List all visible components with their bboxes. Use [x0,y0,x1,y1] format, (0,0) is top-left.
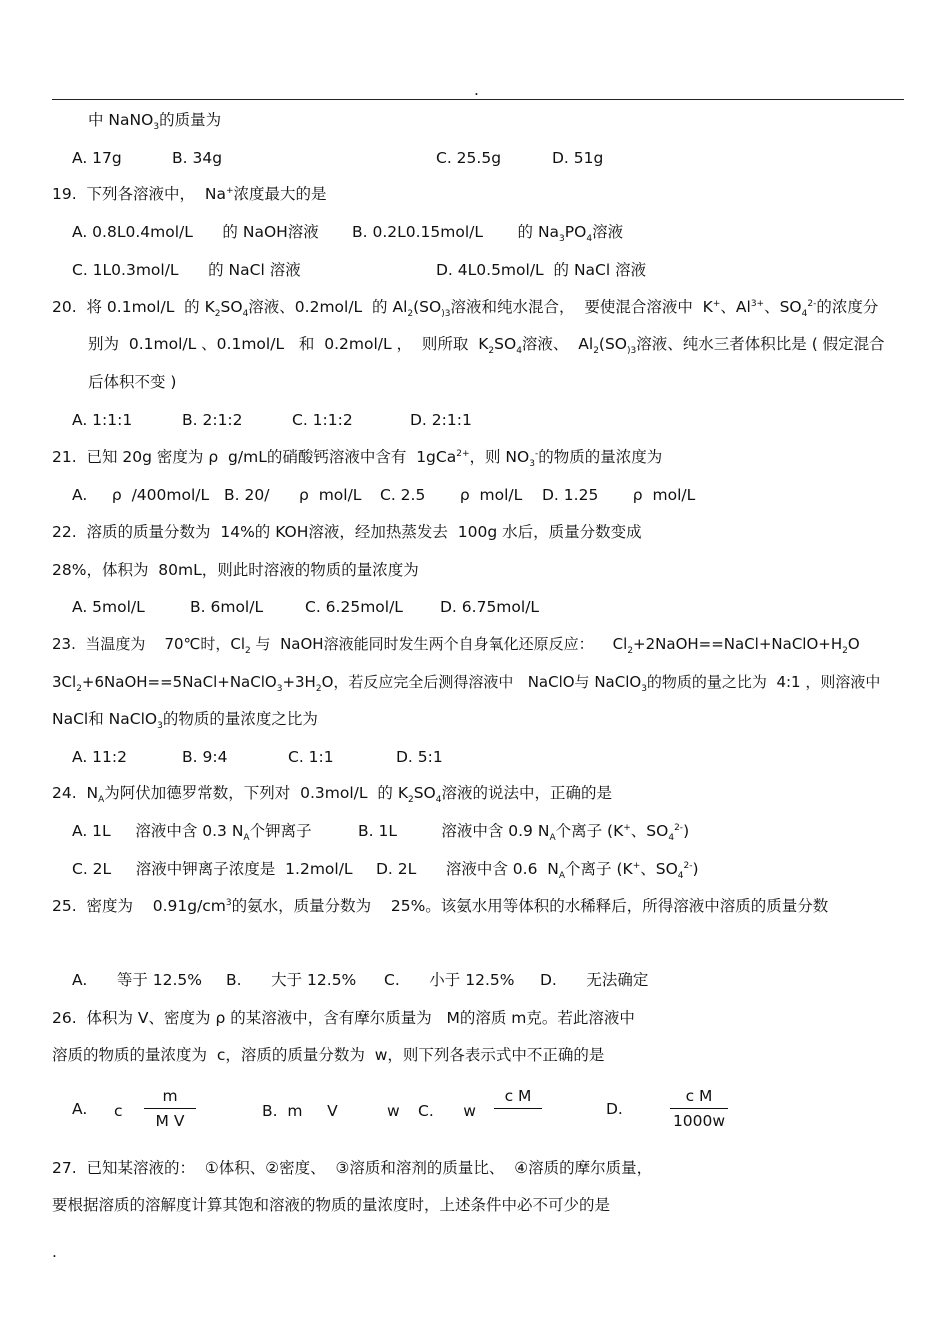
q22-option-b: B. 6mol/L [190,598,264,616]
q26-option-c: C. w [418,1102,476,1120]
q26-option-a-fraction [144,1087,196,1130]
q20-option-d: D. 2:1:1 [410,411,472,429]
q20-stem-3: 后体积不变 ) [88,373,177,391]
q22-option-c: C. 6.25mol/L [305,598,403,616]
q26-option-b: B. m V w [262,1102,400,1120]
q19-stem: 19. 下列各溶液中， Na+浓度最大的是 [52,185,327,203]
q18-option-a: A. 17g [72,149,122,167]
fraction-bar [670,1108,728,1109]
q21-option-a: A. ρ /400mol/L [72,486,210,504]
q24-stem: 24. $N_A$为阿伏加德罗常数，下列对 0.3mol/L 的 $K_2SO_4$溶液的说法中，正确的是 [52,784,613,806]
q23-option-c: C. 1:1 [288,748,334,766]
footer-dot: . [52,1243,57,1261]
q21-option-c: C. 2.5 ρ mol/L [380,486,523,504]
q27-stem-1: 27. 已知某溶液的： ①体积、②密度、 ③溶质和溶剂的质量比、 ④溶质的摩尔质量， [52,1159,653,1177]
q20-stem-1: 20. 将 0.1mol/L 的 $K_2SO_4$溶液、0.2mol/L 的 $Al_2(SO_{)3}$溶液和纯水混合， 要使混合溶液中 K+、$Al^{3+}$、$SO_4^{2-}$的浓度分 [52,298,879,320]
q25-option-c: C. 小于 12.5% [384,971,515,989]
q23-option-b: B. 9:4 [182,748,228,766]
header-rule [52,99,904,100]
q26-stem-1: 26. 体积为 V、密度为 ρ 的某溶液中，含有摩尔质量为 M的溶质 m克。若此溶液中 [52,1009,635,1027]
fraction-bar [144,1108,196,1109]
q21-stem: 21. 已知 20g 密度为 ρ g/mL的硝酸钙溶液中含有 1gCa$^{2+}$，则 $NO_3^-$的物质的量浓度为 [52,448,663,470]
q25-option-d: D. 无法确定 [540,971,649,989]
q22-option-d: D. 6.75mol/L [440,598,540,616]
q25-option-b: B. 大于 12.5% [226,971,357,989]
q23-option-a: A. 11:2 [72,748,127,766]
q26-option-d-numerator: c M [685,1087,713,1105]
q26-option-c-fraction [494,1087,542,1112]
q25-stem: 25. 密度为 $0.91g/cm^3$的氨水，质量分数为 25%。该氨水用等体积的水稀释后，所得溶液中溶质的质量分数 [52,897,829,915]
fraction-bar [494,1108,542,1109]
q24-option-d: D. 2L 溶液中含 0.6 $N_A$个离子 (K+、$SO_4^{2-}$) [376,860,699,882]
q26-option-a-label: A. [72,1100,88,1118]
q23-stem-2: $3Cl_2+6NaOH==5NaCl+NaClO_3+3H_2O$，若反应完全后测得溶液中 NaClO与 NaClO$_3$的物质的量之比为 4:1 ，则溶液中 [52,673,881,694]
q19-option-d: D. 4L0.5mol/L 的 NaCl 溶液 [436,261,647,279]
q21-option-b: B. 20/ ρ mol/L [224,486,362,504]
q19-option-c: C. 1L0.3mol/L 的 NaCl 溶液 [72,261,301,279]
q24-option-a: A. 1L 溶液中含 0.3 $N_A$个钾离子 [72,822,312,844]
line-q18-cont: 中 NaNO$_3$的质量为 [88,111,222,133]
q22-option-a: A. 5mol/L [72,598,145,616]
q22-stem-1: 22. 溶质的质量分数为 14%的 KOH溶液，经加热蒸发去 100g 水后，质量分数变成 [52,523,642,541]
header-dot: . [474,81,479,99]
q26-stem-2: 溶质的物质的量浓度为 c，溶质的质量分数为 w，则下列各表示式中不正确的是 [52,1046,605,1064]
q20-stem-2: 别为 0.1mol/L 、0.1mol/L 和 0.2mol/L ， 则所取 $K_2SO_4$溶液、 $Al_2(SO_{)3}$溶液、纯水三者体积比是 ( 假定混合 [88,335,885,357]
q24-option-c: C. 2L 溶液中钾离子浓度是 1.2mol/L [72,860,353,878]
q26-option-d-fraction [670,1087,728,1130]
q26-option-d-denominator: 1000w [672,1112,726,1130]
q21-option-d: D. 1.25 ρ mol/L [542,486,696,504]
q26-option-a-denominator: M V [155,1112,185,1130]
q23-option-d: D. 5:1 [396,748,443,766]
q20-option-b: B. 2:1:2 [182,411,243,429]
q27-stem-2: 要根据溶质的溶解度计算其饱和溶液的物质的量浓度时，上述条件中必不可少的是 [52,1196,611,1214]
q18-option-d: D. 51g [552,149,604,167]
q19-option-b: B. 0.2L0.15mol/L 的 $Na_3PO_4$溶液 [352,223,624,245]
q23-stem-3: NaCl和 NaClO$_3$的物质的量浓度之比为 [52,710,318,732]
q18-option-c: C. 25.5g [436,149,502,167]
q26-option-a-numerator: m [162,1087,178,1105]
q25-option-a: A. 等于 12.5% [72,971,202,989]
q26-option-c-numerator: c M [504,1087,532,1105]
q24-option-b: B. 1L 溶液中含 0.9 $N_A$个离子 (K+、$SO_4^{2-}$) [358,822,690,844]
q20-option-a: A. 1:1:1 [72,411,133,429]
q26-option-d-label: D. [606,1100,623,1118]
q23-stem-1: 23. 当温度为 70℃时，$Cl_2$ 与 NaOH溶液能同时发生两个自身氧化还原反应： $Cl_2+2NaOH==NaCl+NaClO+H_2O$ [52,635,860,656]
q19-option-a: A. 0.8L0.4mol/L 的 NaOH溶液 [72,223,319,241]
q18-option-b: B. 34g [172,149,223,167]
q20-option-c: C. 1:1:2 [292,411,353,429]
q22-stem-2: 28%，体积为 80mL，则此时溶液的物质的量浓度为 [52,561,419,579]
q26-option-a-c: c [114,1102,123,1120]
